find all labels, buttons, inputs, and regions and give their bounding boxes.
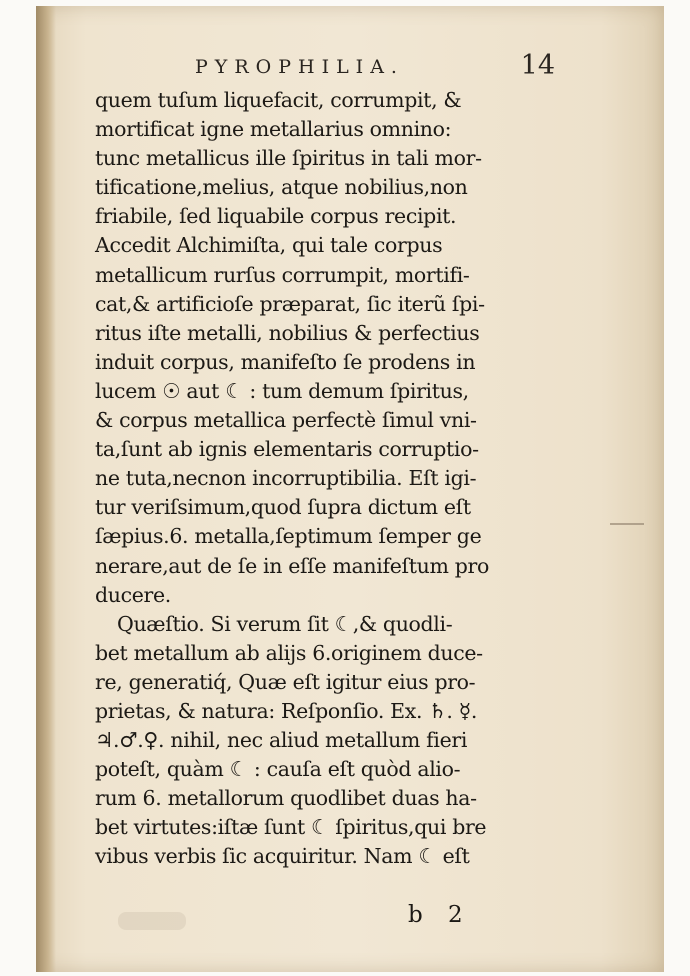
signature-mark: b 2	[408, 902, 472, 928]
text-line: induit corpus, manifeſto ſe prodens in	[95, 349, 476, 374]
page-gutter	[36, 6, 56, 972]
text-line: ♃.♂.♀. nihil, nec aliud metallum fieri	[95, 728, 468, 753]
body-text	[95, 86, 555, 872]
paragraph-start-line: Quæſtio. Si verum ſit ☾,& quodli-	[117, 611, 453, 636]
text-line: ta,ſunt ab ignis elementaris corruptio-	[95, 437, 479, 462]
text-line: rum 6. metallorum quodlibet duas ha-	[95, 786, 477, 811]
text-line: bet metallum ab aliјs 6.originem duce-	[95, 640, 483, 665]
page-header	[195, 50, 555, 84]
text-line: lucem ☉ aut ☾ : tum demum ſpiritus,	[95, 378, 469, 403]
text-line: Accedit Alchimiſta, qui tale corpus	[95, 233, 443, 258]
page-number: 14	[520, 50, 555, 81]
text-line: nerare,aut de ſe in eſſe manifeſtum pro	[95, 553, 489, 578]
text-line: metallicum rurſus corrumpit, mortifi-	[95, 262, 470, 287]
text-line: tunc metallicus ille ſpiritus in tali mor-	[95, 146, 482, 171]
ink-smudge	[118, 912, 186, 930]
text-line: ducere.	[95, 582, 171, 607]
text-line: ſæpius.6. metalla,ſeptimum ſemper ge	[95, 524, 482, 549]
text-line: re, generatiq́, Quæ eſt igitur eius pro-	[95, 669, 476, 694]
text-line: bet virtutes:iſtæ ſunt ☾ ſpiritus,qui bre	[95, 815, 487, 840]
text-line: tur veriſsimum,quod ſupra dictum eſt	[95, 495, 471, 520]
text-line: ne tuta,necnon incorruptibilia. Eſt igi-	[95, 466, 477, 491]
text-line: quem tuſum liquefacit, corrumpit, &	[95, 88, 462, 112]
text-line: mortificat igne metallarius omnino:	[95, 117, 452, 142]
text-line: friabile, ſed liquabile corpus recipit.	[95, 204, 457, 229]
text-line: poteſt, quàm ☾ : cauſa eſt quòd alio-	[95, 757, 461, 782]
text-line: ritus iſte metalli, nobilius & perfectius	[95, 320, 480, 345]
text-line: prietas, & natura: Reſponſio. Ex. ♄. ☿.	[95, 698, 478, 723]
text-line: vibus verbis ſic acquiritur. Nam ☾ eſt	[95, 844, 470, 869]
margin-mark	[610, 523, 644, 525]
text-line: cat,& artificioſe præparat, ſic iterũ ſpi-	[95, 291, 485, 316]
text-line: & corpus metallica perfectè ſimul vni-	[95, 408, 477, 433]
running-title: PYROPHILIA.	[195, 56, 404, 78]
text-line: tificatione,melius, atque nobilius,non	[95, 175, 468, 200]
